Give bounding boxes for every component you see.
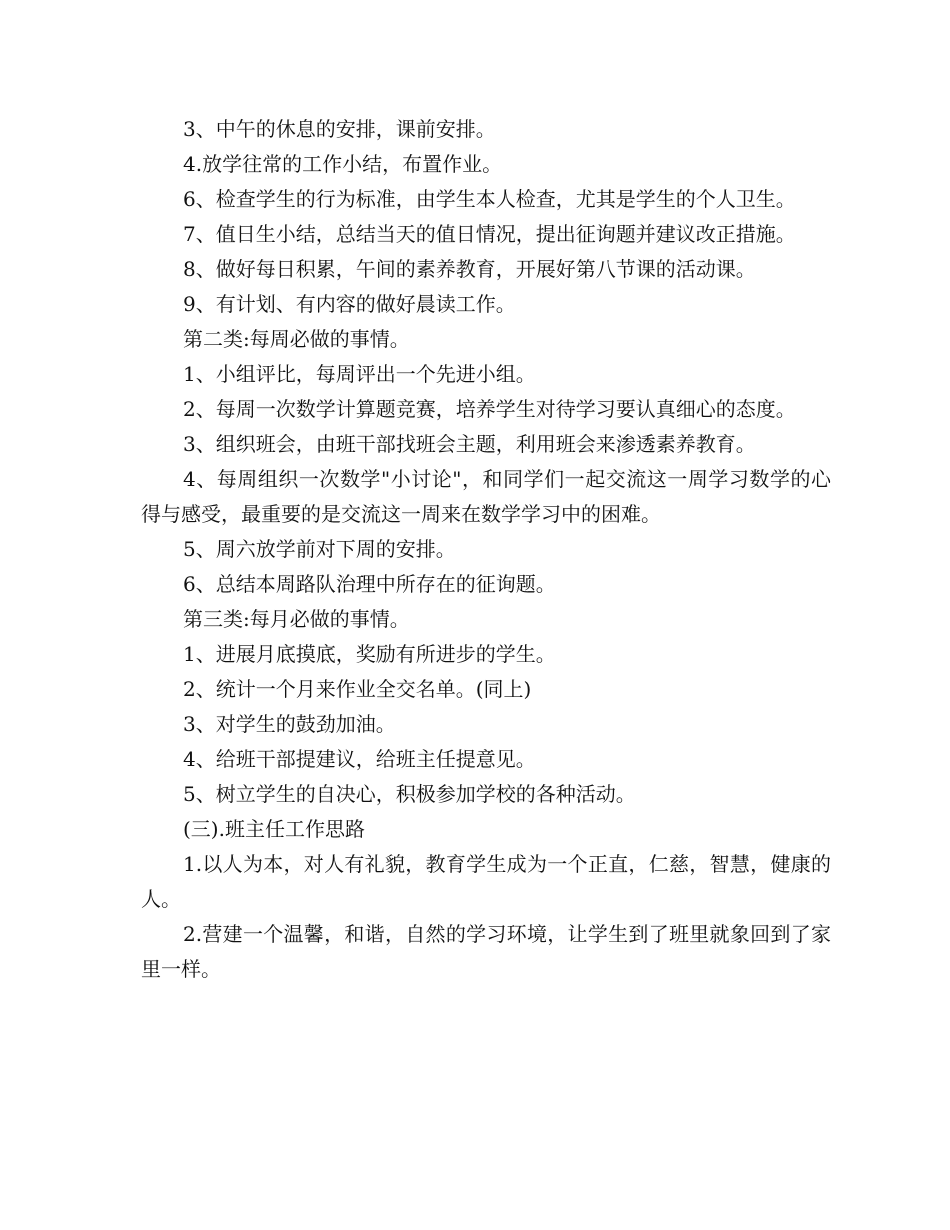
document-body xyxy=(141,112,831,987)
paragraph: 6、检查学生的行为标准，由学生本人检查，尤其是学生的个人卫生。 xyxy=(183,187,796,211)
paragraph: 1.以人为本，对人有礼貌，教育学生成为一个正直，仁慈，智慧，健康的人。 xyxy=(141,852,831,911)
paragraph: 4.放学往常的工作小结，布置作业。 xyxy=(183,152,503,176)
paragraph: 3、对学生的鼓劲加油。 xyxy=(183,712,396,736)
paragraph: 6、总结本周路队治理中所存在的征询题。 xyxy=(183,572,556,596)
paragraph: 2、每周一次数学计算题竞赛，培养学生对待学习要认真细心的态度。 xyxy=(183,397,796,421)
section-heading: 第三类:每月必做的事情。 xyxy=(183,607,410,631)
paragraph: 2.营建一个温馨，和谐，自然的学习环境，让学生到了班里就象回到了家里一样。 xyxy=(141,922,831,981)
paragraph: 5、周六放学前对下周的安排。 xyxy=(183,537,456,561)
paragraph: 9、有计划、有内容的做好晨读工作。 xyxy=(183,292,516,316)
paragraph: 5、树立学生的自决心，积极参加学校的各种活动。 xyxy=(183,782,636,806)
paragraph: 7、值日生小结，总结当天的值日情况，提出征询题并建议改正措施。 xyxy=(183,222,796,246)
paragraph: 1、小组评比，每周评出一个先进小组。 xyxy=(183,362,536,386)
paragraph: 8、做好每日积累，午间的素养教育，开展好第八节课的活动课。 xyxy=(183,257,756,281)
paragraph: 1、进展月底摸底，奖励有所进步的学生。 xyxy=(183,642,556,666)
paragraph: 3、组织班会，由班干部找班会主题，利用班会来渗透素养教育。 xyxy=(183,432,756,456)
section-heading: (三).班主任工作思路 xyxy=(183,817,365,841)
paragraph: 4、每周组织一次数学"小讨论"，和同学们一起交流这一周学习数学的心得与感受，最重要的是交流这一周来在数学学习中的困难。 xyxy=(141,467,831,526)
paragraph: 3、中午的休息的安排，课前安排。 xyxy=(183,117,496,141)
section-heading: 第二类:每周必做的事情。 xyxy=(183,327,410,351)
paragraph: 2、统计一个月来作业全交名单。(同上) xyxy=(183,677,532,701)
paragraph: 4、给班干部提建议，给班主任提意见。 xyxy=(183,747,536,771)
